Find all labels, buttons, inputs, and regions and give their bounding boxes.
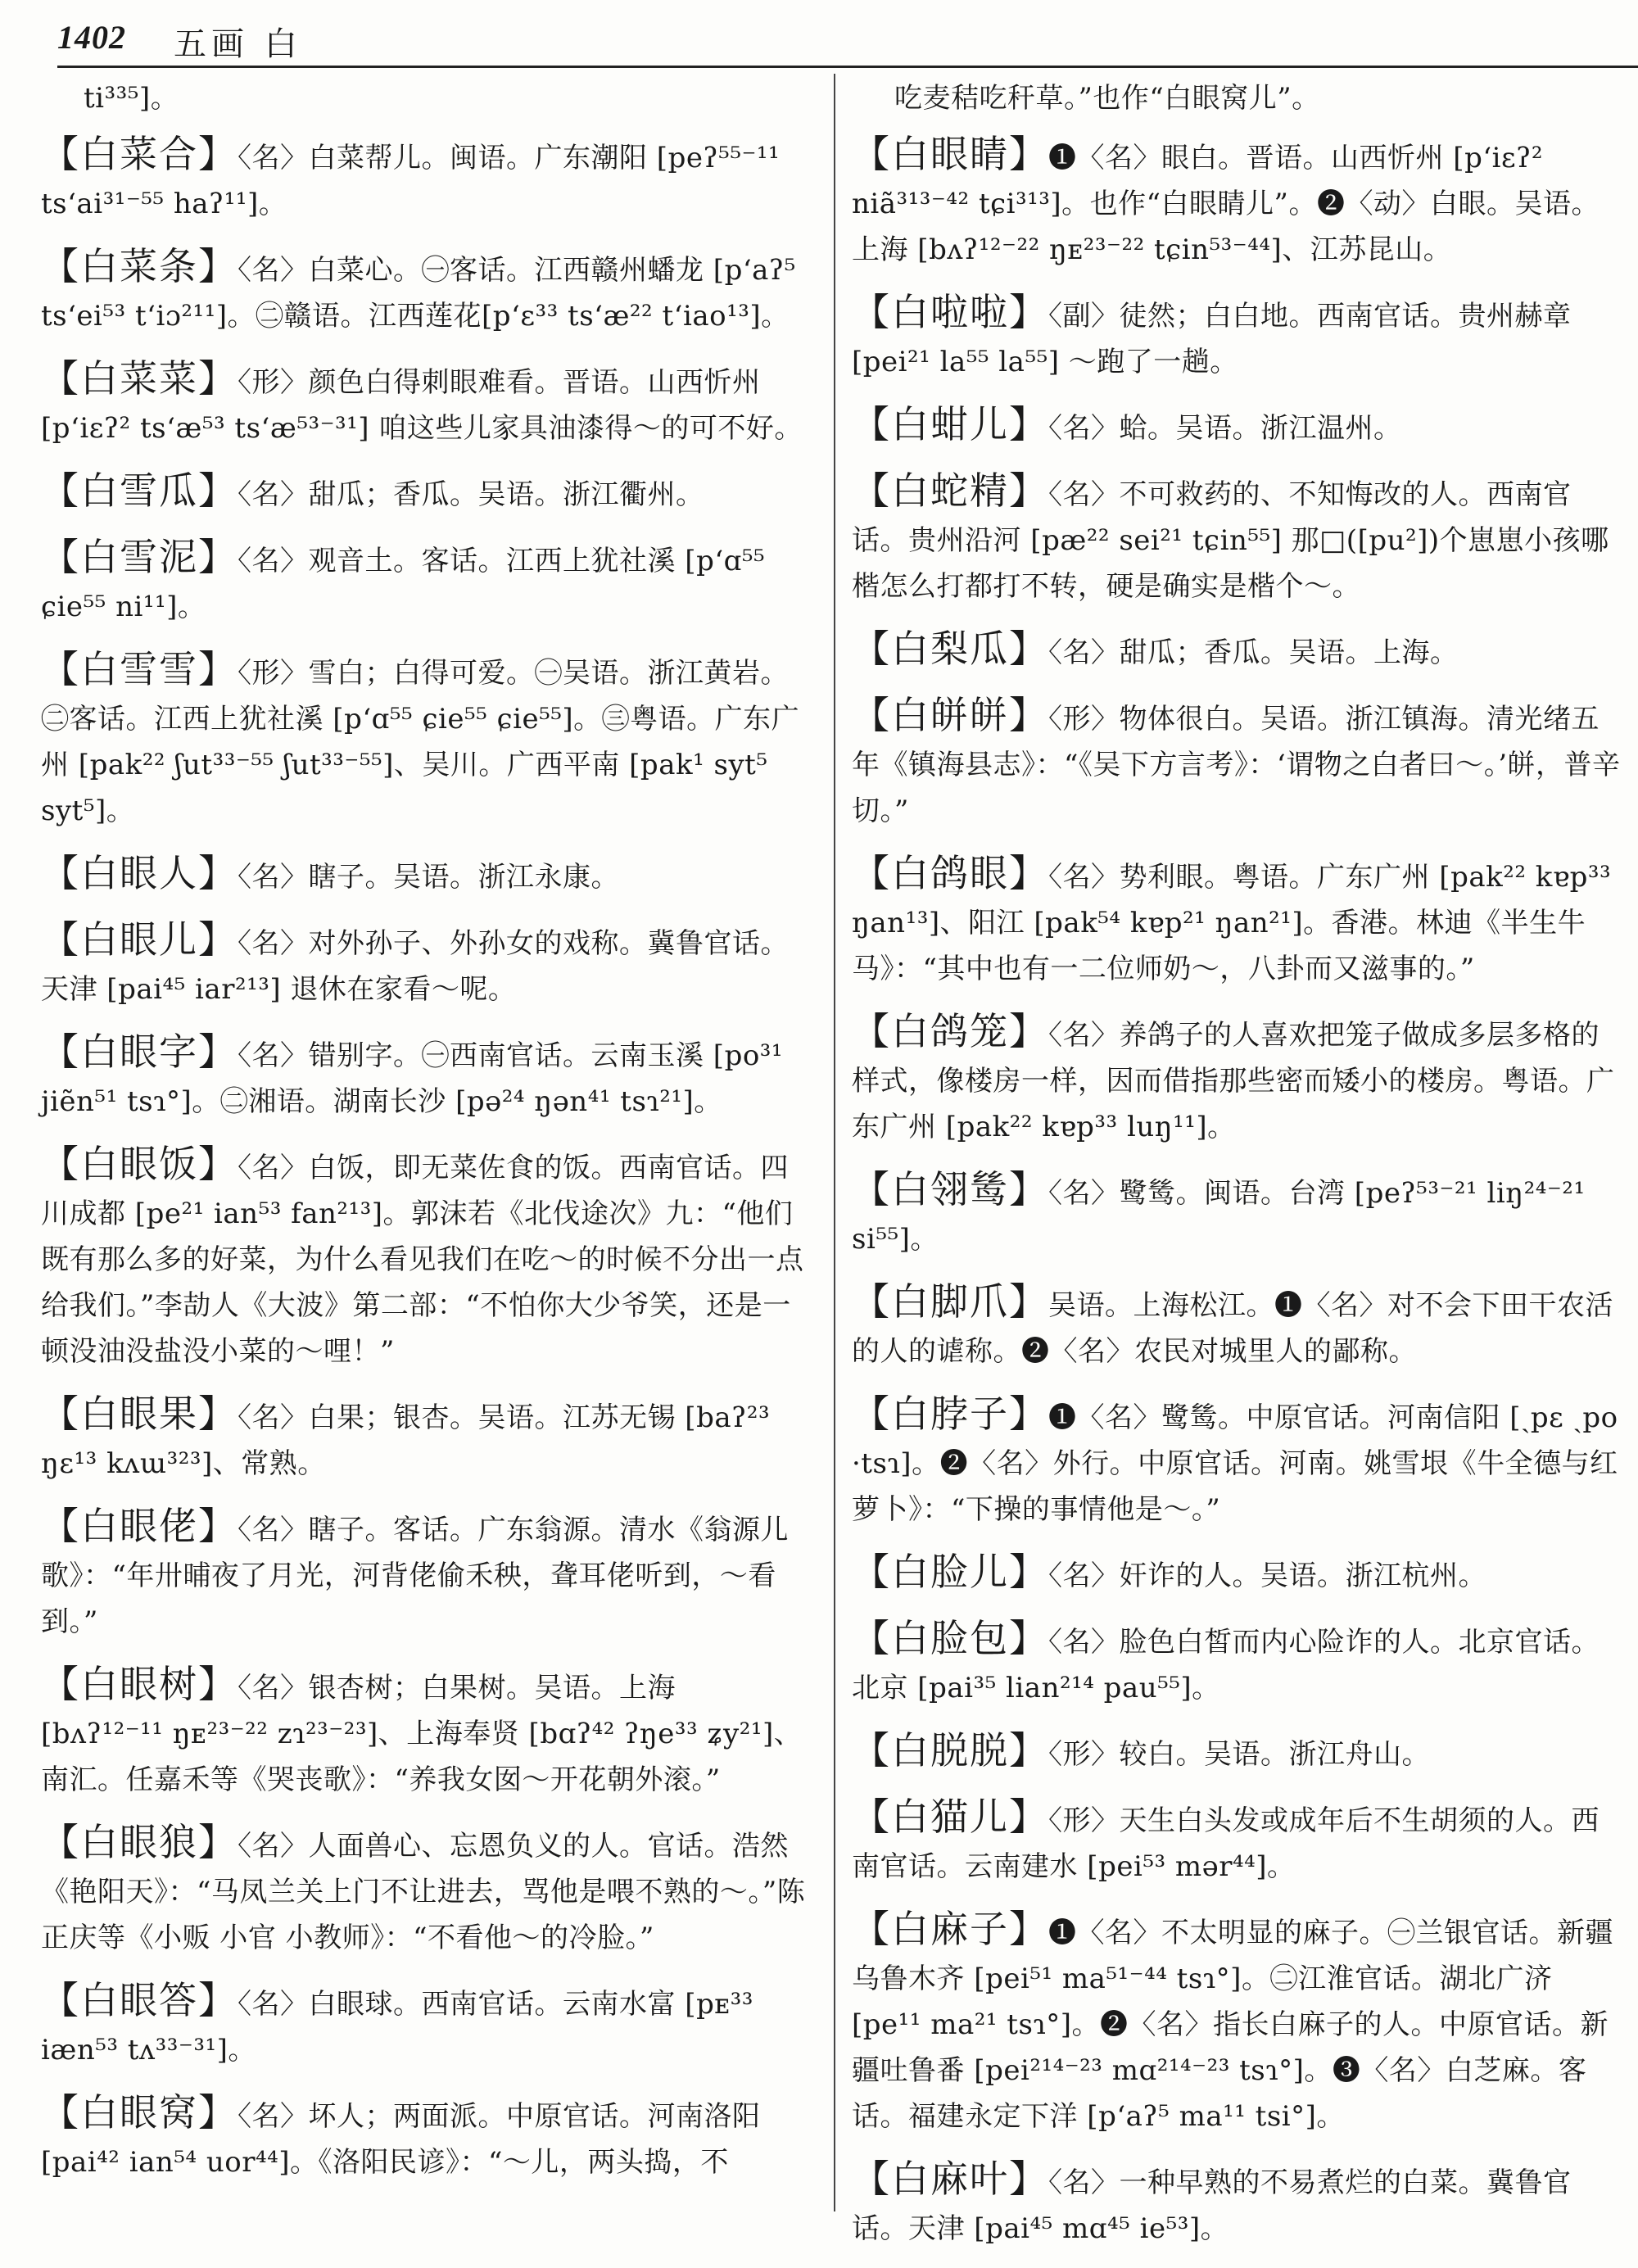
entry-definition: 吴语。上海松江。❶〈名〉对不会下田干农活的人的谑称。❷〈名〉农民对城里人的鄙称。 <box>852 1289 1613 1368</box>
entry-definition: 〈名〉人面兽心、忘恩负义的人。官话。浩然《艳阳天》：“马凤兰关上门不让进去，骂他是喂不熟的～。”陈正庆等《小贩 小官 小教师》：“不看他～的冷脸。” <box>41 1830 806 1954</box>
dictionary-entry <box>41 131 807 227</box>
entry-definition: 〈名〉白果；银杏。吴语。江苏无锡 [baʔ²³ ŋɛ¹³ kʌɯ³²³]、常熟。 <box>41 1401 771 1480</box>
dictionary-entry <box>852 401 1626 451</box>
entry-headword: 【白眼佬】 <box>41 1504 238 1548</box>
entry-headword: 【白雪瓜】 <box>41 469 238 513</box>
entry-headword: 【白眼窝】 <box>41 2090 238 2134</box>
page-header <box>0 0 1638 74</box>
dictionary-entry <box>852 850 1626 992</box>
entry-definition: 〈名〉银杏树；白果树。吴语。上海 [bʌʔ¹²⁻¹¹ ŋᴇ²³⁻²² zɿ²³⁻²³]、上海奉贤 [bɑʔ⁴² ʔŋe³³ ʑy²¹]、南汇。任嘉禾等《哭丧歌》：“养我女囡～开花朝外滚。” <box>41 1672 803 1796</box>
dictionary-entry <box>41 1503 807 1645</box>
entry-definition: 〈名〉观音土。客话。江西上犹社溪 [pʻɑ⁵⁵ ɕie⁵⁵ ni¹¹]。 <box>41 545 766 623</box>
continued-fragment: 吃麦秸吃秆草。”也作“白眼窝儿”。 <box>894 82 1320 115</box>
entry-headword: 【白麻子】 <box>852 1907 1048 1951</box>
entry-definition: 〈副〉徒然；白白地。西南官话。贵州赫章 [pei²¹ la⁵⁵ la⁵⁵] ～跑了一趟。 <box>852 300 1572 378</box>
entry-definition: ❶〈名〉鹭鸶。中原官话。河南信阳 [ˏpɛ ˏpo ·tsɿ]。❷〈名〉外行。中原官话。河南。姚雪垠《牛全德与红萝卜》：“下操的事情他是～。” <box>852 1401 1618 1526</box>
entry-headword: 【白皏皏】 <box>852 693 1048 737</box>
dictionary-entry <box>41 1141 807 1374</box>
dictionary-entry <box>41 534 807 630</box>
entry-headword: 【白啦啦】 <box>852 290 1048 334</box>
right-column <box>852 75 1626 2268</box>
dictionary-entry <box>41 917 807 1012</box>
entry-definition: 〈名〉甜瓜；香瓜。吴语。上海。 <box>1048 636 1459 669</box>
entry-headword: 【白菜菜】 <box>41 356 238 401</box>
entry-definition: 〈名〉蛤。吴语。浙江温州。 <box>1048 412 1402 445</box>
dictionary-entry <box>852 626 1626 676</box>
entry-definition: 〈名〉白菜心。㊀客话。江西赣州蟠龙 [pʻaʔ⁵ tsʻei⁵³ tʻiɔ²¹¹]。㊁赣语。江西莲花[pʻɛ³³ tsʻæ²² tʻiao¹³]。 <box>41 254 796 333</box>
dictionary-entry <box>41 243 807 339</box>
left-column <box>41 75 807 2202</box>
entry-headword: 【白脚爪】 <box>852 1279 1048 1324</box>
entry-definition: 〈名〉脸色白皙而内心险诈的人。北京官话。北京 [pai³⁵ lian²¹⁴ pau⁵⁵]。 <box>852 1626 1600 1704</box>
dictionary-entry <box>852 1906 1626 2139</box>
entry-headword: 【白眼狼】 <box>41 1820 238 1864</box>
dictionary-entry <box>852 692 1626 834</box>
dictionary-entry <box>852 1391 1626 1532</box>
dictionary-entry <box>41 1661 807 1803</box>
dictionary-entry <box>852 131 1626 273</box>
entry-definition: 〈名〉白菜帮儿。闽语。广东潮阳 [peʔ⁵⁵⁻¹¹ tsʻai³¹⁻⁵⁵ haʔ¹¹]。 <box>41 142 781 220</box>
dictionary-entry <box>852 1549 1626 1599</box>
entry-definition: 〈名〉白饭，即无菜佐食的饭。西南官话。四川成都 [pe²¹ ian⁵³ fan²¹³]。郭沫若《北伐途次》九：“他们既有那么多的好菜，为什么看见我们在吃～的时候不分出一点给我们。”李劼人《大波》第二部：“不怕你大少爷笑，还是一顿没油没盐没小菜的～哩！” <box>41 1152 804 1368</box>
entry-headword: 【白眼树】 <box>41 1662 238 1706</box>
dictionary-entry <box>41 468 807 518</box>
entry-headword: 【白眼睛】 <box>852 132 1048 176</box>
dictionary-entry <box>41 1029 807 1125</box>
entry-definition: 〈名〉瞎子。客话。广东翁源。清水《翁源儿歌》：“年卅晡夜了月光，河背佬偷禾秧，聋耳佬听到，～看到。” <box>41 1514 789 1638</box>
entry-definition: 〈名〉坏人；两面派。中原官话。河南洛阳 [pai⁴² ian⁵⁴ uor⁴⁴]。《洛阳民谚》：“～儿，两头捣，不 <box>41 2100 761 2179</box>
entry-headword: 【白菜条】 <box>41 244 238 288</box>
entry-definition: ❶〈名〉不太明显的麻子。㊀兰银官话。新疆乌鲁木齐 [pei⁵¹ ma⁵¹⁻⁴⁴ tsɿ°]。㊁江淮官话。湖北广济 [pe¹¹ ma²¹ tsɿ°]。❷〈名〉指长白麻子的人。中原官话。新疆吐鲁番 [pei²¹⁴⁻²³ mɑ²¹⁴⁻²³ tsɿ°]。❸〈名〉白芝麻。客话。福建永定下洋 [pʻaʔ⁵ ma¹¹ tsi°]。 <box>852 1917 1613 2133</box>
entry-definition: 〈形〉物体很白。吴语。浙江镇海。清光绪五年《镇海县志》：“《吴下方言考》：‘谓物之白者曰～。’皏，普辛切。” <box>852 703 1621 827</box>
header-rule <box>57 66 1638 68</box>
page-number: 1402 <box>57 19 126 56</box>
entry-headword: 【白眼字】 <box>41 1030 238 1074</box>
entry-definition: 〈名〉甜瓜；香瓜。吴语。浙江衢州。 <box>238 478 704 511</box>
dictionary-entry <box>852 289 1626 385</box>
entry-definition: 〈名〉一种早熟的不易煮烂的白菜。冀鲁官话。天津 [pai⁴⁵ mɑ⁴⁵ ie⁵³]。 <box>852 2166 1572 2245</box>
dictionary-entry <box>852 2156 1626 2252</box>
dictionary-entry <box>41 2089 807 2185</box>
entry-definition: 〈名〉养鸽子的人喜欢把笼子做成多层多格的样式，像楼房一样，因而借指那些密而矮小的楼房。粤语。广东广州 [pak²² kɐp³³ luŋ¹¹]。 <box>852 1019 1615 1143</box>
dictionary-entry <box>852 1794 1626 1890</box>
entry-headword: 【白翎鸶】 <box>852 1167 1048 1211</box>
entry-headword: 【白蚶儿】 <box>852 402 1048 446</box>
entry-definition: 〈名〉瞎子。吴语。浙江永康。 <box>238 861 619 894</box>
dictionary-entry <box>852 1166 1626 1262</box>
entry-headword: 【白脸儿】 <box>852 1550 1048 1594</box>
dictionary-entry <box>41 1819 807 1961</box>
entry-definition: 〈名〉不可救药的、不知悔改的人。西南官话。贵州沿河 [pæ²² sei²¹ tɕin⁵⁵] 那□([pu²])个崽崽小孩哪楷怎么打都打不转，硬是确实是楷个～。 <box>852 478 1609 603</box>
entry-headword: 【白眼果】 <box>41 1392 238 1436</box>
entry-definition: 〈形〉颜色白得刺眼难看。晋语。山西忻州 [pʻiɛʔ² tsʻæ⁵³ tsʻæ⁵³⁻³¹] 咱这些儿家具油漆得～的可不好。 <box>41 366 803 445</box>
dictionary-entry <box>41 850 807 900</box>
entry-headword: 【白蛇精】 <box>852 469 1048 513</box>
radical-heading: 五画 白 <box>174 25 302 63</box>
dictionary-entry <box>41 646 807 834</box>
entry-definition: 〈名〉错别字。㊀西南官话。云南玉溪 [po³¹ jiẽn⁵¹ tsɿ°]。㊁湘语。湖南长沙 [pə²⁴ ŋən⁴¹ tsɿ²¹]。 <box>41 1039 784 1118</box>
dictionary-entry <box>852 468 1626 609</box>
entry-definition: 〈名〉对外孙子、外孙女的戏称。冀鲁官话。天津 [pai⁴⁵ iar²¹³] 退休在家看～呢。 <box>41 927 789 1006</box>
entry-headword: 【白眼饭】 <box>41 1142 238 1186</box>
entry-definition: 〈形〉较白。吴语。浙江舟山。 <box>1048 1738 1430 1771</box>
entry-headword: 【白雪雪】 <box>41 647 238 691</box>
dictionary-entry <box>852 1279 1626 1374</box>
dictionary-entry <box>41 355 807 451</box>
entry-headword: 【白梨瓜】 <box>852 627 1048 671</box>
entry-headword: 【白脸包】 <box>852 1616 1048 1660</box>
entry-definition: 〈名〉势利眼。粤语。广东广州 [pak²² kɐp³³ ŋan¹³]、阳江 [pak⁵⁴ kɐp²¹ ŋan²¹]。香港。林迪《半生牛马》：“其中也有一二位师奶～，八卦而又滋事的。” <box>852 861 1612 985</box>
dictionary-entry <box>41 1977 807 2073</box>
dictionary-entry <box>41 1391 807 1487</box>
entry-headword: 【白麻叶】 <box>852 2157 1048 2201</box>
entry-headword: 【白鸽笼】 <box>852 1009 1048 1053</box>
entry-headword: 【白菜合】 <box>41 132 238 176</box>
entry-headword: 【白眼人】 <box>41 851 238 895</box>
entry-headword: 【白雪泥】 <box>41 535 238 579</box>
entry-definition: 〈形〉天生白头发或成年后不生胡须的人。西南官话。云南建水 [pei⁵³ mər⁴⁴]。 <box>852 1804 1600 1883</box>
entry-headword: 【白脱脱】 <box>852 1728 1048 1772</box>
entry-definition: 〈形〉雪白；白得可爱。㊀吴语。浙江黄岩。㊁客话。江西上犹社溪 [pʻɑ⁵⁵ ɕie⁵⁵ ɕie⁵⁵]。㊂粤语。广东广州 [pak²² ʃut³³⁻⁵⁵ ʃut³³⁻⁵⁵]、吴川。广西平南 [pak¹ syt⁵ syt⁵]。 <box>41 657 800 827</box>
continued-fragment: ti³³⁵]。 <box>84 82 179 115</box>
column-divider <box>834 74 835 2211</box>
entry-headword: 【白猫儿】 <box>852 1795 1048 1839</box>
dictionary-entry <box>852 1008 1626 1150</box>
entry-headword: 【白鸽眼】 <box>852 851 1048 895</box>
entry-definition: 〈名〉白眼球。西南官话。云南水富 [pᴇ³³ iæn⁵³ tʌ³³⁻³¹]。 <box>41 1988 753 2067</box>
entry-headword: 【白眼答】 <box>41 1978 238 2022</box>
entry-definition: 〈名〉鹭鸶。闽语。台湾 [peʔ⁵³⁻²¹ liŋ²⁴⁻²¹ si⁵⁵]。 <box>852 1177 1586 1256</box>
entry-definition: ❶〈名〉眼白。晋语。山西忻州 [pʻiɛʔ² niã³¹³⁻⁴² tɕi³¹³]。也作“白眼睛儿”。❷〈动〉白眼。吴语。上海 [bʌʔ¹²⁻²² ŋᴇ²³⁻²² tɕin⁵³⁻⁴⁴]、江苏昆山。 <box>852 142 1600 266</box>
entry-headword: 【白眼儿】 <box>41 917 238 962</box>
dictionary-entry <box>852 1727 1626 1777</box>
entry-headword: 【白脖子】 <box>852 1392 1048 1436</box>
dictionary-entry <box>852 1615 1626 1711</box>
entry-definition: 〈名〉奸诈的人。吴语。浙江杭州。 <box>1048 1560 1486 1592</box>
